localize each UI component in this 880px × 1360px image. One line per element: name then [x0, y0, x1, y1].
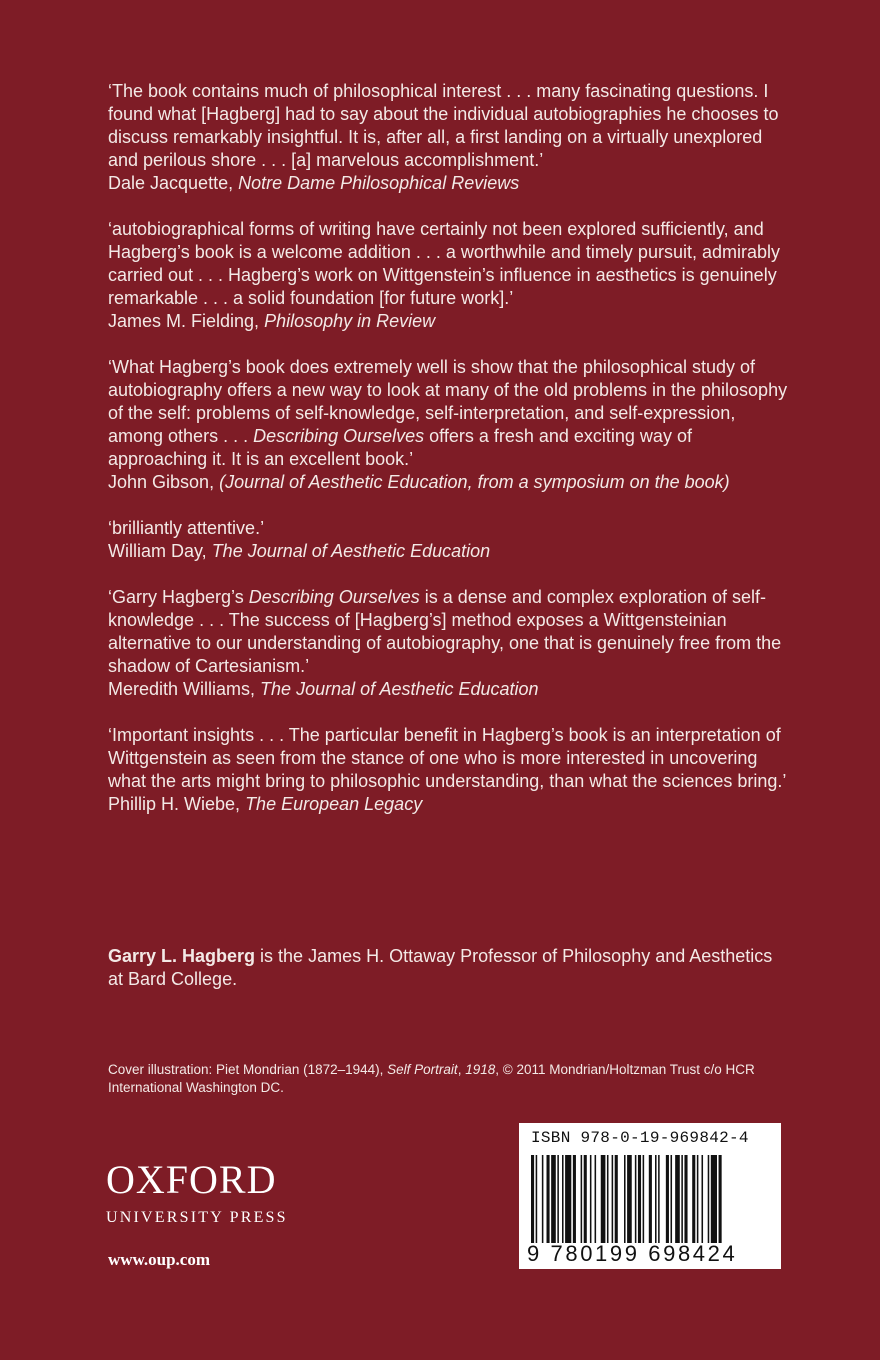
quote-text: ‘Important insights . . . The particular benefit in Hagberg’s book is an interpretation of Wittgenstein as seen from the stance of one who is more interested in uncovering what the arts might bring to philosophic understanding, than what the sciences bring.’	[108, 725, 787, 791]
review-gibson	[108, 356, 788, 494]
review-day	[108, 517, 788, 563]
barcode-bar	[666, 1155, 669, 1243]
quote-text: ‘brilliantly attentive.’	[108, 518, 265, 538]
barcode-bar	[562, 1155, 564, 1243]
barcode-bar	[595, 1155, 597, 1243]
barcode-digits: 9 780199 698424	[527, 1241, 738, 1266]
barcode-bar	[581, 1155, 583, 1243]
quote-book-title: Describing Ourselves	[248, 587, 420, 607]
review-quote	[108, 517, 788, 540]
review-attribution	[108, 793, 788, 816]
review-wiebe	[108, 724, 788, 816]
author-bio	[108, 945, 788, 991]
review-attribution	[108, 310, 788, 333]
barcode-bar	[638, 1155, 641, 1243]
review-quote	[108, 80, 788, 172]
barcode-bar	[573, 1155, 576, 1243]
review-quote	[108, 218, 788, 310]
barcode-bar	[649, 1155, 652, 1243]
reviews-section	[108, 80, 788, 839]
barcode-bar	[615, 1155, 618, 1243]
review-source: The European Legacy	[245, 794, 423, 814]
quote-text: ‘autobiographical forms of writing have certainly not been explored sufficiently, and Hagberg’s book is a welcome addition . . . a worthwhile and timely pursuit, admirably carried out . . . Hagberg’s work on Wittgenstein’s influence in aesthetics is genuinely remarkable . . . a solid foundation [for future work].’	[108, 219, 780, 308]
credit-text: , © 2011 Mondrian/Holtzman Trust c/o HCR International Washington DC.	[108, 1062, 755, 1095]
review-attribution	[108, 678, 788, 701]
review-attribution	[108, 471, 788, 494]
barcode-bar	[557, 1155, 559, 1243]
review-source: The Journal of Aesthetic Education	[260, 679, 539, 699]
review-source: (Journal of Aesthetic Education, from a symposium on the book)	[219, 472, 730, 492]
barcode-box	[519, 1123, 781, 1269]
review-quote	[108, 724, 788, 793]
barcode-bar	[624, 1155, 626, 1243]
reviewer-name: Phillip H. Wiebe,	[108, 794, 241, 814]
barcode-bar	[708, 1155, 710, 1243]
barcode-bar	[531, 1155, 534, 1243]
barcode-bar	[536, 1155, 538, 1243]
barcode-bar	[627, 1155, 632, 1243]
barcode-bar	[681, 1155, 683, 1243]
quote-text: offers a fresh and exciting way of approaching it. It is an excellent book.’	[108, 426, 692, 469]
publisher-name: OXFORD	[106, 1157, 277, 1202]
barcode-bar	[590, 1155, 592, 1243]
barcode-bar	[684, 1155, 687, 1243]
barcode-bar	[601, 1155, 606, 1243]
reviewer-name: William Day,	[108, 541, 207, 561]
barcode-bar	[551, 1155, 556, 1243]
reviewer-name: Dale Jacquette,	[108, 173, 234, 193]
quote-text: ‘Garry Hagberg’s	[108, 587, 249, 607]
reviewer-name: James M. Fielding,	[108, 311, 260, 331]
barcode-bar	[719, 1155, 722, 1243]
review-source: Philosophy in Review	[264, 311, 436, 331]
barcode-bar	[675, 1155, 680, 1243]
credit-artwork-year: 1918	[465, 1062, 496, 1077]
quote-book-title: Describing Ourselves	[253, 426, 425, 446]
review-jacquette	[108, 80, 788, 195]
barcode-bar	[702, 1155, 704, 1243]
quote-text: is a dense and complex exploration of self-knowledge . . . The success of [Hagberg’s] method exposes a Wittgensteinian alternative to our understanding of autobiography, one that is genuinely free from the shadow of Cartesianism.’	[108, 587, 782, 676]
isbn-label: ISBN 978-0-19-969842-4	[531, 1129, 749, 1147]
reviewer-name: Meredith Williams,	[108, 679, 256, 699]
barcode-bar	[542, 1155, 544, 1243]
credit-artwork-title: Self Portrait	[387, 1062, 458, 1077]
reviewer-name: John Gibson,	[108, 472, 215, 492]
review-source: Notre Dame Philosophical Reviews	[238, 173, 520, 193]
review-fielding	[108, 218, 788, 333]
quote-text: ‘The book contains much of philosophical interest . . . many fascinating questions. I found what [Hagberg] had to say about the individual autobiographies he chooses to discuss remarkably insightful. It is, after all, a first landing on a virtually unexplored and perilous shore . . . [a] marvelous accomplishment.’	[108, 81, 779, 170]
publisher-subname: UNIVERSITY PRESS	[106, 1209, 288, 1226]
author-name: Garry L. Hagberg	[108, 946, 256, 966]
review-williams	[108, 586, 788, 701]
barcode-bar	[547, 1155, 550, 1243]
barcode-bar	[697, 1155, 699, 1243]
barcode-bar	[643, 1155, 645, 1243]
barcode-bar	[612, 1155, 614, 1243]
barcode-bar	[711, 1155, 717, 1243]
review-quote	[108, 356, 788, 471]
credit-text: Cover illustration: Piet Mondrian (1872–1944),	[108, 1062, 388, 1077]
barcode-bar	[565, 1155, 571, 1243]
quote-text: ‘What Hagberg’s book does extremely well is show that the philosophical study of autobiography offers a new way to look at many of the old problems in the philosophy of the self: problems of self-knowledge, self-interpretation, and self-expression, among others . . .	[108, 357, 788, 446]
barcode-bar	[671, 1155, 673, 1243]
review-quote	[108, 586, 788, 678]
cover-credit	[108, 1061, 788, 1097]
publisher-website[interactable]: www.oup.com	[108, 1250, 211, 1269]
barcode-bar	[655, 1155, 657, 1243]
barcode-bars	[527, 1155, 773, 1243]
review-attribution	[108, 540, 788, 563]
author-bio-text: is the James H. Ottaway Professor of Philosophy and Aesthetics at Bard College.	[108, 946, 773, 989]
credit-text: ,	[457, 1062, 466, 1077]
barcode-bar	[607, 1155, 609, 1243]
review-attribution	[108, 172, 788, 195]
publisher-logo	[106, 1157, 346, 1228]
barcode-bar	[635, 1155, 637, 1243]
review-source: The Journal of Aesthetic Education	[211, 541, 491, 561]
barcode-bar	[692, 1155, 695, 1243]
barcode-bar	[658, 1155, 660, 1243]
barcode-bar	[584, 1155, 587, 1243]
